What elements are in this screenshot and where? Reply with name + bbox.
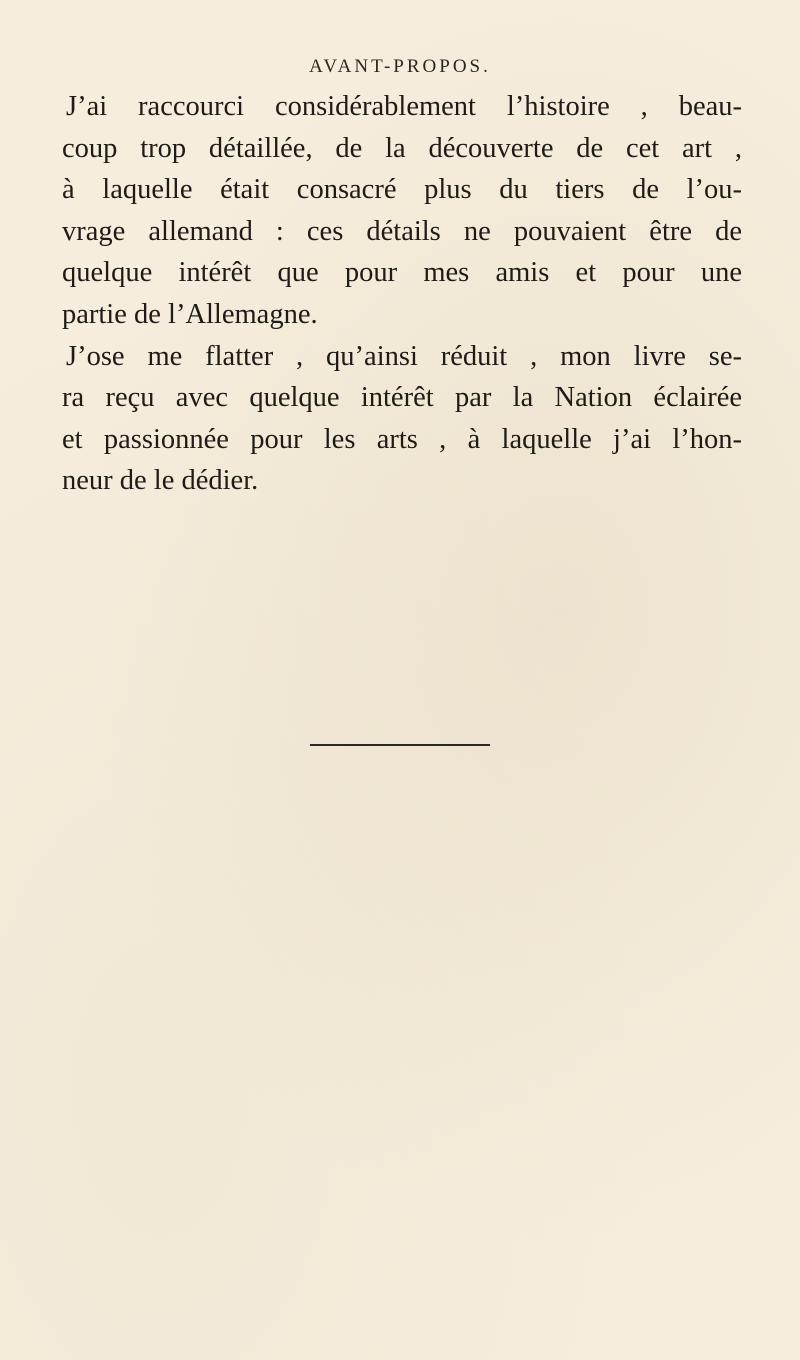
text-line: quelque intérêt que pour mes amis et pour une — [62, 257, 742, 289]
body-text — [62, 86, 742, 502]
text-line: ra reçu avec quelque intérêt par la Nation éclairée — [62, 382, 742, 414]
text-line: neur de le dédier. — [62, 465, 259, 497]
text-line: et passionnée pour les arts , à laquelle j’ai l’hon- — [62, 423, 742, 455]
text-line: vrage allemand : ces détails ne pouvaient être de — [62, 215, 742, 247]
running-header: AVANT-PROPOS. — [309, 56, 491, 77]
text-line: J’ai raccourci considérablement l’histoire , beau- — [66, 91, 742, 122]
paragraph-1 — [62, 86, 742, 336]
text-line: à laquelle était consacré plus du tiers de l’ou- — [62, 174, 742, 206]
text-line: partie de l’Allemagne. — [62, 298, 318, 330]
section-end-rule — [310, 744, 490, 746]
text-line: coup trop détaillée, de la découverte de cet art , — [62, 132, 742, 164]
text-line: J’ose me flatter , qu’ainsi réduit , mon livre se- — [66, 340, 742, 372]
paragraph-2 — [62, 336, 742, 502]
